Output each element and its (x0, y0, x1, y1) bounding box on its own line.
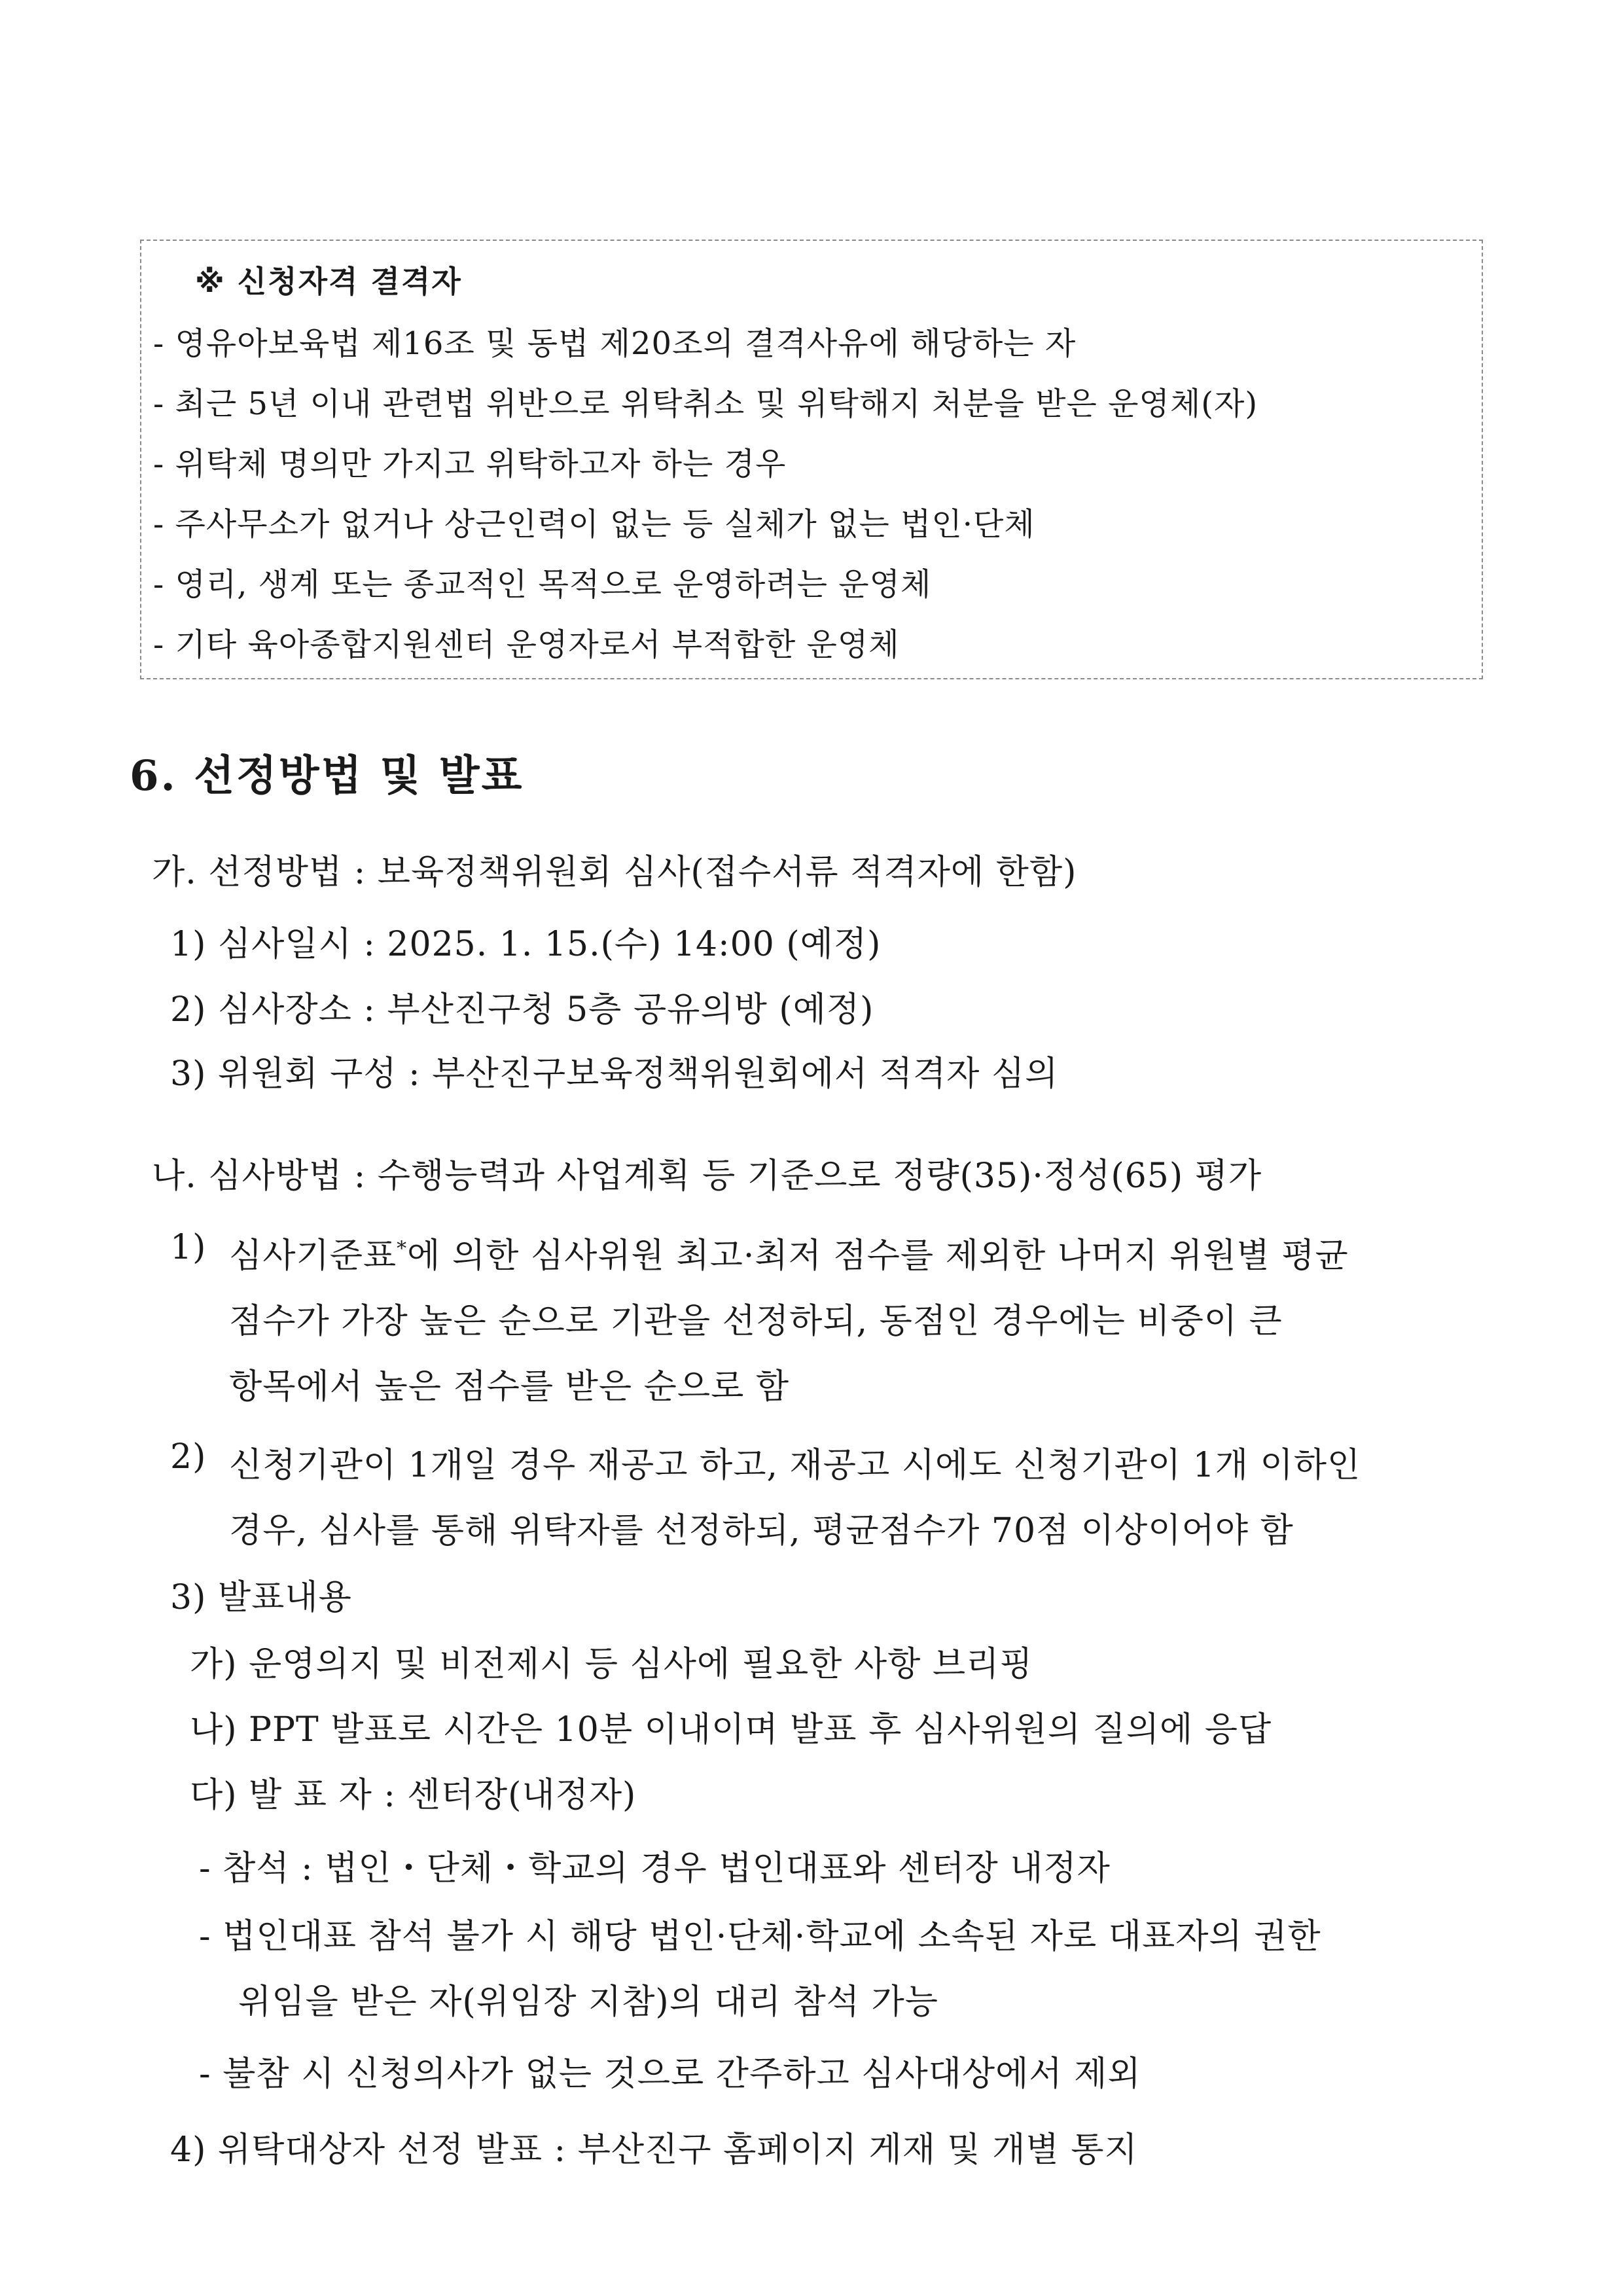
presentation-item: 가) 운영의지 및 비전제시 등 심사에 필요한 사항 브리핑 (190, 1645, 1033, 1684)
notice-item: - 영유아보육법 제16조 및 동법 제20조의 결격사유에 해당하는 자 (153, 325, 1077, 362)
review-criteria-line: 점수가 가장 높은 순으로 기관을 선정하되, 동점인 경우에는 비중이 큰 (229, 1302, 1283, 1341)
notice-item: - 최근 5년 이내 관련법 위반으로 위탁취소 및 위탁해지 처분을 받은 운영체(자) (153, 386, 1258, 422)
presentation-item: 다) 발 표 자 : 센터장(내정자) (190, 1776, 637, 1815)
proxy-note: 위임을 받은 자(위임장 지참)의 대리 참석 가능 (238, 1982, 938, 2022)
review-criteria-line: 항목에서 높은 점수를 받은 순으로 함 (229, 1367, 790, 1407)
attendance-note: - 참석 : 법인・단체・학교의 경우 법인대표와 센터장 내정자 (199, 1849, 1111, 1888)
section-heading: 6. 선정방법 및 발표 (130, 751, 524, 800)
notice-item: - 위탁체 명의만 가지고 위탁하고자 하는 경우 (153, 446, 787, 482)
item-number: 1) (170, 1228, 207, 1267)
notice-item: - 기타 육아종합지원센터 운영자로서 부적합한 운영체 (153, 626, 900, 663)
review-criteria-line (229, 1228, 1349, 1277)
result-announcement: 4) 위탁대상자 선정 발표 : 부산진구 홈페이지 게재 및 개별 통지 (170, 2130, 1138, 2170)
notice-item: - 주사무소가 없거나 상근인력이 없는 등 실체가 없는 법인·단체 (153, 506, 1035, 543)
criteria-table-term: 심사기준표 (229, 1236, 397, 1276)
review-location: 2) 심사장소 : 부산진구청 5층 공유의방 (예정) (170, 990, 874, 1030)
proxy-note: - 법인대표 참석 불가 시 해당 법인·단체·학교에 소속된 자로 대표자의 권한 (199, 1917, 1321, 1956)
re-announcement-line: 신청기관이 1개일 경우 재공고 하고, 재공고 시에도 신청기관이 1개 이하인 (229, 1446, 1361, 1485)
re-announcement-line: 경우, 심사를 통해 위탁자를 선정하되, 평균점수가 70점 이상이어야 함 (229, 1511, 1294, 1551)
review-method: 나. 심사방법 : 수행능력과 사업계획 등 기준으로 정량(35)·정성(65) 평가 (152, 1157, 1262, 1196)
absence-note: - 불참 시 신청의사가 없는 것으로 간주하고 심사대상에서 제외 (199, 2054, 1141, 2094)
selection-method: 가. 선정방법 : 보육정책위원회 심사(접수서류 적격자에 한함) (152, 853, 1077, 892)
presentation-item: 나) PPT 발표로 시간은 10분 이내이며 발표 후 심사위원의 질의에 응답 (190, 1710, 1272, 1749)
committee-composition: 3) 위원회 구성 : 부산진구보육정책위원회에서 적격자 심의 (170, 1054, 1059, 1094)
review-date: 1) 심사일시 : 2025. 1. 15.(수) 14:00 (예정) (170, 925, 882, 964)
presentation-contents-label: 3) 발표내용 (170, 1578, 352, 1617)
criteria-text: 에 의한 심사위원 최고·최저 점수를 제외한 나머지 위원별 평균 (407, 1236, 1349, 1276)
item-number: 2) (170, 1437, 207, 1477)
footnote-mark: * (397, 1237, 408, 1261)
disqualification-notice-box (140, 240, 1483, 679)
notice-item: - 영리, 생계 또는 종교적인 목적으로 운영하려는 운영체 (153, 566, 932, 603)
notice-title: ※ 신청자격 결격자 (195, 264, 462, 299)
